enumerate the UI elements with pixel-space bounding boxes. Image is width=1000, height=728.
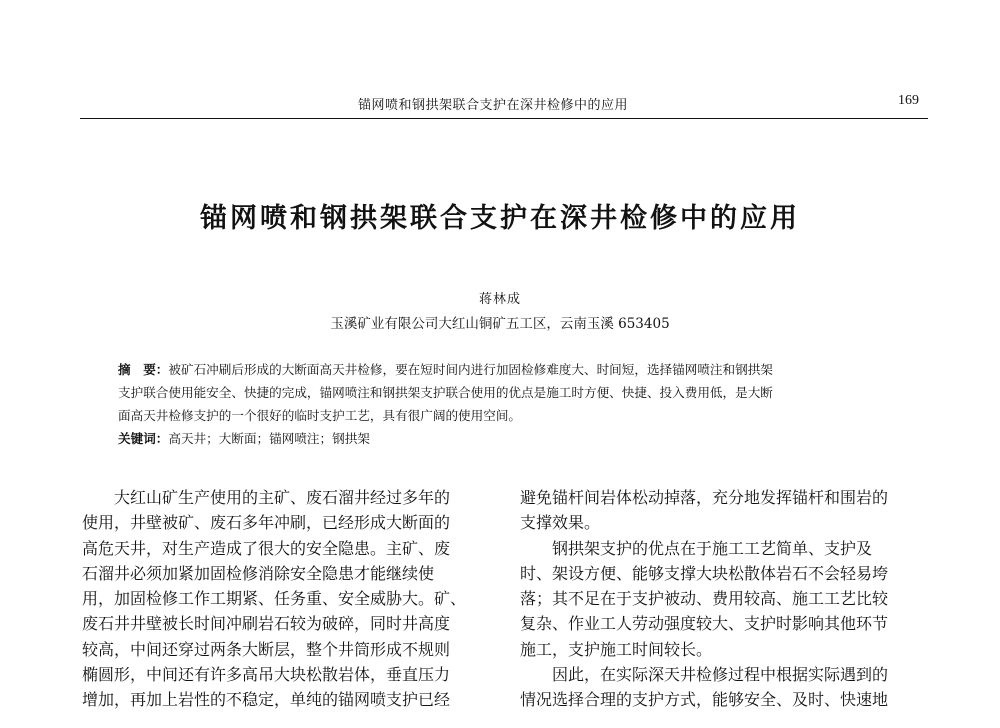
body-line: 情况选择合理的支护方式，能够安全、及时、快速地	[520, 690, 889, 710]
body-line: 废石井井壁被长时间冲刷岩石较为破碎，同时井高度	[82, 614, 451, 634]
page-number: 169	[898, 93, 919, 108]
body-line: 较高，中间还穿过两条大断层，整个井筒形成不规则	[82, 639, 451, 659]
body-line: 因此，在实际深天井检修过程中根据实际遇到的	[520, 665, 889, 685]
body-right-column	[520, 485, 930, 713]
body-line: 增加，再加上岩性的不稳定，单纯的锚网喷支护已经	[82, 690, 451, 710]
body-line: 钢拱架支护的优点在于施工工艺简单、支护及	[520, 538, 873, 558]
body-line: 复杂、作业工人劳动强度较大、支护时影响其他环节	[520, 614, 889, 634]
body-line: 大红山矿生产使用的主矿、废石溜井经过多年的	[82, 488, 451, 507]
abstract-line	[118, 358, 908, 381]
author-affiliation: 玉溪矿业有限公司大红山铜矿五工区，云南玉溪 653405	[330, 316, 670, 332]
body-left-column	[82, 485, 492, 713]
running-head-title: 锚网喷和钢拱架联合支护在深井检修中的应用	[358, 98, 629, 113]
keywords-line	[118, 427, 908, 450]
abstract-line: 面高天井检修支护的一个很好的临时支护工艺，具有很广阔的使用空间。	[118, 408, 521, 423]
body-line: 施工，支护施工时间较长。	[520, 639, 713, 659]
author-name: 蒋林成	[478, 292, 521, 307]
keywords-label: 关键词：	[118, 431, 169, 446]
body-line: 使用，井壁被矿、废石多年冲刷，已经形成大断面的	[82, 513, 451, 533]
abstract-text: 被矿石冲刷后形成的大断面高天井检修，要在短时间内进行加固检修难度大、时间短，选择锚网喷注和钢拱架	[168, 362, 773, 377]
header-rule	[80, 118, 928, 119]
keywords-text: 高天井；大断面；锚网喷注；钢拱架	[168, 431, 370, 446]
body-line: 椭圆形，中间还有许多高吊大块松散岩体，垂直压力	[82, 665, 451, 685]
body-line: 支撑效果。	[520, 513, 601, 533]
abstract-line: 支护联合使用能安全、快捷的完成，锚网喷注和钢拱架支护联合使用的优点是施工时方便、快捷、投入费用低，是大断	[118, 385, 773, 400]
body-line: 避免锚杆间岩体松动掉落，充分地发挥锚杆和围岩的	[520, 488, 889, 507]
body-line: 时、架设方便、能够支撑大块松散体岩石不会轻易垮	[520, 563, 889, 583]
body-line: 石溜井必须加紧加固检修消除安全隐患才能继续使	[82, 563, 435, 583]
abstract-block	[118, 358, 908, 450]
article-title: 锚网喷和钢拱架联合支护在深井检修中的应用	[200, 203, 800, 234]
body-line: 用，加固检修工作工期紧、任务重、安全威胁大。矿、	[82, 589, 467, 609]
body-line: 高危天井，对生产造成了很大的安全隐患。主矿、废	[82, 538, 451, 558]
abstract-label: 摘 要：	[118, 362, 169, 377]
body-line: 落；其不足在于支护被动、费用较高、施工工艺比较	[520, 589, 889, 609]
